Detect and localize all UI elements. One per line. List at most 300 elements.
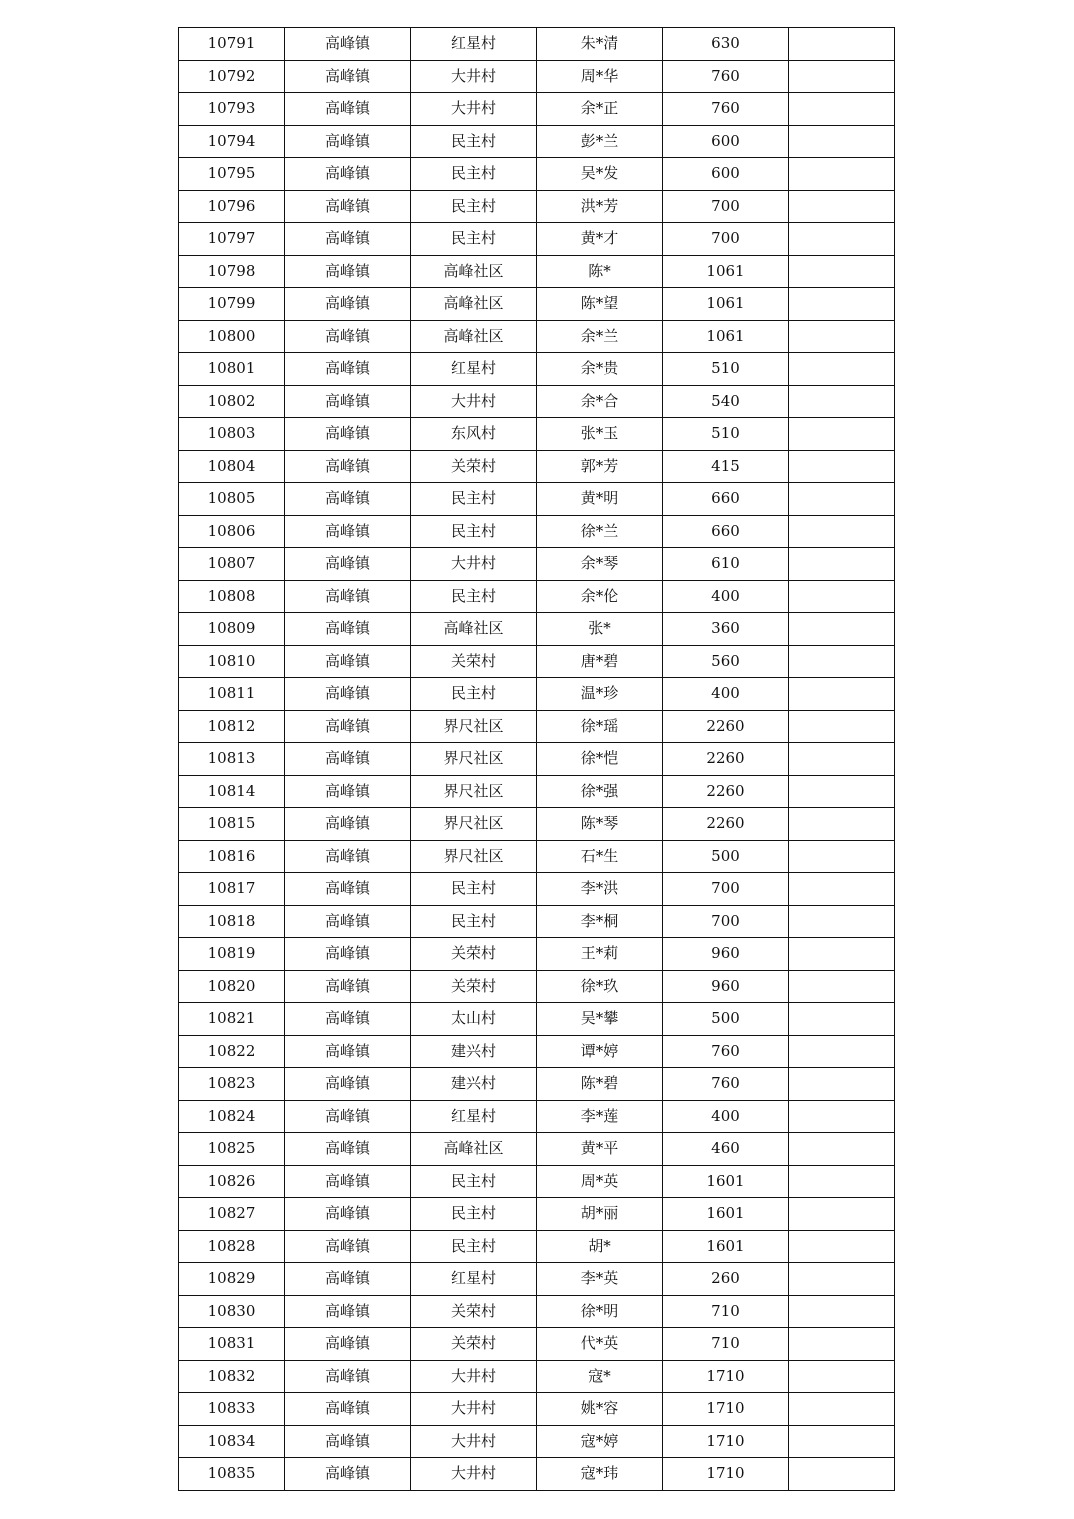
cell-note	[789, 1003, 895, 1036]
cell-amount: 400	[663, 580, 789, 613]
cell-name: 周*华	[537, 60, 663, 93]
cell-name: 黄*才	[537, 223, 663, 256]
table-row	[179, 1458, 895, 1491]
table-row	[179, 515, 895, 548]
cell-name: 王*莉	[537, 938, 663, 971]
table-row	[179, 938, 895, 971]
cell-town: 高峰镇	[285, 1263, 411, 1296]
cell-amount: 1061	[663, 288, 789, 321]
cell-name: 石*生	[537, 840, 663, 873]
cell-amount: 600	[663, 158, 789, 191]
cell-village: 东风村	[411, 418, 537, 451]
cell-amount: 700	[663, 873, 789, 906]
cell-id: 10828	[179, 1230, 285, 1263]
cell-name: 张*	[537, 613, 663, 646]
cell-id: 10834	[179, 1425, 285, 1458]
cell-town: 高峰镇	[285, 873, 411, 906]
cell-name: 李*莲	[537, 1100, 663, 1133]
cell-name: 陈*望	[537, 288, 663, 321]
cell-amount: 510	[663, 353, 789, 386]
cell-town: 高峰镇	[285, 1360, 411, 1393]
cell-amount: 760	[663, 60, 789, 93]
cell-note	[789, 873, 895, 906]
cell-town: 高峰镇	[285, 450, 411, 483]
cell-note	[789, 1100, 895, 1133]
cell-id: 10802	[179, 385, 285, 418]
cell-amount: 500	[663, 840, 789, 873]
cell-town: 高峰镇	[285, 1100, 411, 1133]
cell-id: 10792	[179, 60, 285, 93]
table-row	[179, 60, 895, 93]
cell-village: 大井村	[411, 60, 537, 93]
cell-name: 黄*平	[537, 1133, 663, 1166]
table-row	[179, 1133, 895, 1166]
table-row	[179, 548, 895, 581]
cell-village: 界尺社区	[411, 710, 537, 743]
cell-village: 高峰社区	[411, 255, 537, 288]
cell-note	[789, 158, 895, 191]
cell-village: 大井村	[411, 548, 537, 581]
cell-village: 民主村	[411, 1198, 537, 1231]
cell-id: 10811	[179, 678, 285, 711]
table-row	[179, 1230, 895, 1263]
table-row	[179, 1360, 895, 1393]
cell-village: 界尺社区	[411, 775, 537, 808]
cell-note	[789, 775, 895, 808]
cell-amount: 960	[663, 970, 789, 1003]
cell-note	[789, 1198, 895, 1231]
cell-village: 界尺社区	[411, 743, 537, 776]
cell-id: 10791	[179, 28, 285, 61]
cell-amount: 510	[663, 418, 789, 451]
cell-town: 高峰镇	[285, 613, 411, 646]
cell-name: 周*英	[537, 1165, 663, 1198]
cell-id: 10821	[179, 1003, 285, 1036]
cell-village: 高峰社区	[411, 288, 537, 321]
cell-town: 高峰镇	[285, 60, 411, 93]
cell-amount: 360	[663, 613, 789, 646]
cell-town: 高峰镇	[285, 255, 411, 288]
cell-village: 高峰社区	[411, 320, 537, 353]
roster-table-body	[179, 28, 895, 1491]
cell-name: 徐*瑶	[537, 710, 663, 743]
cell-town: 高峰镇	[285, 223, 411, 256]
cell-village: 关荣村	[411, 450, 537, 483]
cell-amount: 1601	[663, 1198, 789, 1231]
table-row	[179, 840, 895, 873]
cell-amount: 1061	[663, 255, 789, 288]
cell-village: 大井村	[411, 1393, 537, 1426]
cell-id: 10796	[179, 190, 285, 223]
cell-note	[789, 1458, 895, 1491]
cell-amount: 960	[663, 938, 789, 971]
table-row	[179, 1295, 895, 1328]
cell-name: 徐*玖	[537, 970, 663, 1003]
table-row	[179, 223, 895, 256]
cell-note	[789, 840, 895, 873]
cell-note	[789, 1035, 895, 1068]
table-row	[179, 353, 895, 386]
cell-id: 10829	[179, 1263, 285, 1296]
cell-note	[789, 970, 895, 1003]
cell-note	[789, 125, 895, 158]
cell-village: 建兴村	[411, 1035, 537, 1068]
cell-town: 高峰镇	[285, 548, 411, 581]
table-row	[179, 1328, 895, 1361]
cell-id: 10795	[179, 158, 285, 191]
cell-amount: 600	[663, 125, 789, 158]
cell-id: 10807	[179, 548, 285, 581]
cell-village: 民主村	[411, 580, 537, 613]
cell-id: 10820	[179, 970, 285, 1003]
table-row	[179, 905, 895, 938]
cell-town: 高峰镇	[285, 1230, 411, 1263]
cell-town: 高峰镇	[285, 645, 411, 678]
table-row	[179, 1100, 895, 1133]
cell-name: 黄*明	[537, 483, 663, 516]
table-row	[179, 385, 895, 418]
table-row	[179, 28, 895, 61]
cell-id: 10793	[179, 93, 285, 126]
cell-note	[789, 808, 895, 841]
cell-town: 高峰镇	[285, 905, 411, 938]
table-row	[179, 320, 895, 353]
table-row	[179, 580, 895, 613]
cell-id: 10825	[179, 1133, 285, 1166]
cell-village: 民主村	[411, 1230, 537, 1263]
cell-id: 10813	[179, 743, 285, 776]
cell-amount: 700	[663, 905, 789, 938]
cell-note	[789, 1263, 895, 1296]
cell-id: 10794	[179, 125, 285, 158]
cell-id: 10799	[179, 288, 285, 321]
cell-town: 高峰镇	[285, 1165, 411, 1198]
table-row	[179, 288, 895, 321]
cell-town: 高峰镇	[285, 1295, 411, 1328]
cell-town: 高峰镇	[285, 418, 411, 451]
cell-town: 高峰镇	[285, 678, 411, 711]
cell-id: 10812	[179, 710, 285, 743]
cell-id: 10815	[179, 808, 285, 841]
cell-village: 红星村	[411, 1100, 537, 1133]
cell-note	[789, 710, 895, 743]
cell-name: 徐*明	[537, 1295, 663, 1328]
table-row	[179, 1393, 895, 1426]
table-row	[179, 125, 895, 158]
table-row	[179, 450, 895, 483]
cell-town: 高峰镇	[285, 28, 411, 61]
cell-village: 关荣村	[411, 938, 537, 971]
cell-name: 徐*兰	[537, 515, 663, 548]
cell-id: 10822	[179, 1035, 285, 1068]
table-row	[179, 710, 895, 743]
cell-amount: 1601	[663, 1230, 789, 1263]
cell-amount: 260	[663, 1263, 789, 1296]
cell-note	[789, 28, 895, 61]
cell-town: 高峰镇	[285, 808, 411, 841]
cell-amount: 2260	[663, 775, 789, 808]
cell-note	[789, 353, 895, 386]
cell-name: 彭*兰	[537, 125, 663, 158]
cell-id: 10831	[179, 1328, 285, 1361]
cell-note	[789, 93, 895, 126]
cell-name: 余*贵	[537, 353, 663, 386]
cell-amount: 460	[663, 1133, 789, 1166]
cell-amount: 700	[663, 223, 789, 256]
cell-note	[789, 1133, 895, 1166]
table-row	[179, 808, 895, 841]
cell-note	[789, 288, 895, 321]
cell-note	[789, 905, 895, 938]
cell-amount: 1710	[663, 1393, 789, 1426]
cell-amount: 710	[663, 1328, 789, 1361]
cell-town: 高峰镇	[285, 158, 411, 191]
cell-village: 关荣村	[411, 1295, 537, 1328]
cell-village: 大井村	[411, 385, 537, 418]
cell-amount: 1710	[663, 1425, 789, 1458]
cell-town: 高峰镇	[285, 938, 411, 971]
cell-note	[789, 938, 895, 971]
cell-id: 10819	[179, 938, 285, 971]
cell-name: 谭*婷	[537, 1035, 663, 1068]
cell-id: 10833	[179, 1393, 285, 1426]
cell-amount: 760	[663, 93, 789, 126]
cell-id: 10816	[179, 840, 285, 873]
table-row	[179, 613, 895, 646]
cell-id: 10803	[179, 418, 285, 451]
cell-name: 姚*容	[537, 1393, 663, 1426]
cell-note	[789, 418, 895, 451]
cell-name: 徐*恺	[537, 743, 663, 776]
cell-note	[789, 1393, 895, 1426]
cell-village: 建兴村	[411, 1068, 537, 1101]
cell-town: 高峰镇	[285, 1393, 411, 1426]
cell-name: 洪*芳	[537, 190, 663, 223]
cell-name: 陈*碧	[537, 1068, 663, 1101]
cell-note	[789, 580, 895, 613]
table-row	[179, 190, 895, 223]
cell-id: 10814	[179, 775, 285, 808]
table-row	[179, 1003, 895, 1036]
table-row	[179, 1263, 895, 1296]
cell-town: 高峰镇	[285, 320, 411, 353]
cell-town: 高峰镇	[285, 970, 411, 1003]
cell-town: 高峰镇	[285, 93, 411, 126]
cell-amount: 540	[663, 385, 789, 418]
cell-name: 陈*	[537, 255, 663, 288]
cell-note	[789, 190, 895, 223]
cell-amount: 710	[663, 1295, 789, 1328]
cell-village: 高峰社区	[411, 1133, 537, 1166]
cell-village: 关荣村	[411, 970, 537, 1003]
roster-table	[178, 27, 895, 1491]
cell-note	[789, 645, 895, 678]
cell-id: 10823	[179, 1068, 285, 1101]
cell-village: 民主村	[411, 483, 537, 516]
cell-note	[789, 515, 895, 548]
cell-id: 10835	[179, 1458, 285, 1491]
cell-note	[789, 320, 895, 353]
cell-name: 余*琴	[537, 548, 663, 581]
cell-amount: 415	[663, 450, 789, 483]
cell-name: 寇*玮	[537, 1458, 663, 1491]
cell-town: 高峰镇	[285, 353, 411, 386]
cell-town: 高峰镇	[285, 1328, 411, 1361]
cell-name: 寇*	[537, 1360, 663, 1393]
cell-village: 大井村	[411, 1425, 537, 1458]
cell-name: 胡*	[537, 1230, 663, 1263]
table-row	[179, 1068, 895, 1101]
cell-id: 10804	[179, 450, 285, 483]
cell-village: 民主村	[411, 678, 537, 711]
table-row	[179, 743, 895, 776]
cell-note	[789, 743, 895, 776]
cell-note	[789, 1295, 895, 1328]
cell-name: 唐*碧	[537, 645, 663, 678]
cell-name: 李*英	[537, 1263, 663, 1296]
cell-name: 余*合	[537, 385, 663, 418]
table-row	[179, 1425, 895, 1458]
table-row	[179, 255, 895, 288]
cell-id: 10805	[179, 483, 285, 516]
cell-village: 民主村	[411, 873, 537, 906]
cell-amount: 1601	[663, 1165, 789, 1198]
cell-name: 李*桐	[537, 905, 663, 938]
cell-village: 高峰社区	[411, 613, 537, 646]
cell-village: 民主村	[411, 223, 537, 256]
cell-amount: 2260	[663, 743, 789, 776]
cell-village: 民主村	[411, 125, 537, 158]
cell-village: 红星村	[411, 353, 537, 386]
cell-town: 高峰镇	[285, 1425, 411, 1458]
cell-note	[789, 223, 895, 256]
cell-amount: 560	[663, 645, 789, 678]
cell-amount: 1710	[663, 1458, 789, 1491]
cell-amount: 1061	[663, 320, 789, 353]
cell-name: 温*珍	[537, 678, 663, 711]
table-row	[179, 1198, 895, 1231]
cell-id: 10830	[179, 1295, 285, 1328]
cell-town: 高峰镇	[285, 1458, 411, 1491]
cell-town: 高峰镇	[285, 1068, 411, 1101]
table-row	[179, 645, 895, 678]
cell-town: 高峰镇	[285, 775, 411, 808]
cell-village: 民主村	[411, 515, 537, 548]
cell-town: 高峰镇	[285, 190, 411, 223]
cell-amount: 2260	[663, 710, 789, 743]
cell-id: 10817	[179, 873, 285, 906]
cell-amount: 760	[663, 1068, 789, 1101]
cell-note	[789, 678, 895, 711]
cell-name: 余*兰	[537, 320, 663, 353]
cell-town: 高峰镇	[285, 483, 411, 516]
cell-name: 张*玉	[537, 418, 663, 451]
cell-note	[789, 255, 895, 288]
cell-village: 关荣村	[411, 1328, 537, 1361]
cell-amount: 700	[663, 190, 789, 223]
table-row	[179, 1035, 895, 1068]
cell-note	[789, 450, 895, 483]
cell-name: 陈*琴	[537, 808, 663, 841]
cell-id: 10808	[179, 580, 285, 613]
table-row	[179, 93, 895, 126]
cell-id: 10809	[179, 613, 285, 646]
cell-name: 余*正	[537, 93, 663, 126]
cell-town: 高峰镇	[285, 710, 411, 743]
table-row	[179, 158, 895, 191]
cell-id: 10798	[179, 255, 285, 288]
cell-village: 界尺社区	[411, 808, 537, 841]
table-row	[179, 678, 895, 711]
cell-village: 关荣村	[411, 645, 537, 678]
cell-id: 10826	[179, 1165, 285, 1198]
cell-amount: 400	[663, 678, 789, 711]
cell-town: 高峰镇	[285, 125, 411, 158]
cell-name: 徐*强	[537, 775, 663, 808]
cell-village: 民主村	[411, 190, 537, 223]
cell-amount: 660	[663, 483, 789, 516]
cell-amount: 760	[663, 1035, 789, 1068]
cell-name: 李*洪	[537, 873, 663, 906]
table-row	[179, 775, 895, 808]
table-row	[179, 873, 895, 906]
cell-name: 余*伦	[537, 580, 663, 613]
cell-note	[789, 483, 895, 516]
cell-village: 界尺社区	[411, 840, 537, 873]
cell-note	[789, 548, 895, 581]
table-row	[179, 418, 895, 451]
cell-town: 高峰镇	[285, 580, 411, 613]
cell-name: 代*英	[537, 1328, 663, 1361]
table-row	[179, 483, 895, 516]
cell-id: 10824	[179, 1100, 285, 1133]
cell-village: 红星村	[411, 1263, 537, 1296]
cell-amount: 500	[663, 1003, 789, 1036]
cell-name: 胡*丽	[537, 1198, 663, 1231]
cell-id: 10800	[179, 320, 285, 353]
cell-name: 吴*发	[537, 158, 663, 191]
cell-name: 寇*婷	[537, 1425, 663, 1458]
table-row	[179, 970, 895, 1003]
cell-note	[789, 1360, 895, 1393]
cell-amount: 610	[663, 548, 789, 581]
cell-amount: 1710	[663, 1360, 789, 1393]
cell-town: 高峰镇	[285, 1133, 411, 1166]
cell-id: 10818	[179, 905, 285, 938]
cell-town: 高峰镇	[285, 840, 411, 873]
cell-id: 10801	[179, 353, 285, 386]
cell-town: 高峰镇	[285, 385, 411, 418]
cell-id: 10832	[179, 1360, 285, 1393]
cell-note	[789, 1230, 895, 1263]
cell-note	[789, 1425, 895, 1458]
cell-town: 高峰镇	[285, 1198, 411, 1231]
cell-id: 10797	[179, 223, 285, 256]
cell-note	[789, 1068, 895, 1101]
cell-id: 10806	[179, 515, 285, 548]
cell-name: 朱*清	[537, 28, 663, 61]
cell-name: 吴*攀	[537, 1003, 663, 1036]
table-row	[179, 1165, 895, 1198]
cell-note	[789, 1165, 895, 1198]
cell-amount: 660	[663, 515, 789, 548]
cell-village: 大井村	[411, 93, 537, 126]
cell-village: 民主村	[411, 158, 537, 191]
cell-amount: 630	[663, 28, 789, 61]
cell-note	[789, 613, 895, 646]
cell-village: 大井村	[411, 1458, 537, 1491]
cell-town: 高峰镇	[285, 743, 411, 776]
